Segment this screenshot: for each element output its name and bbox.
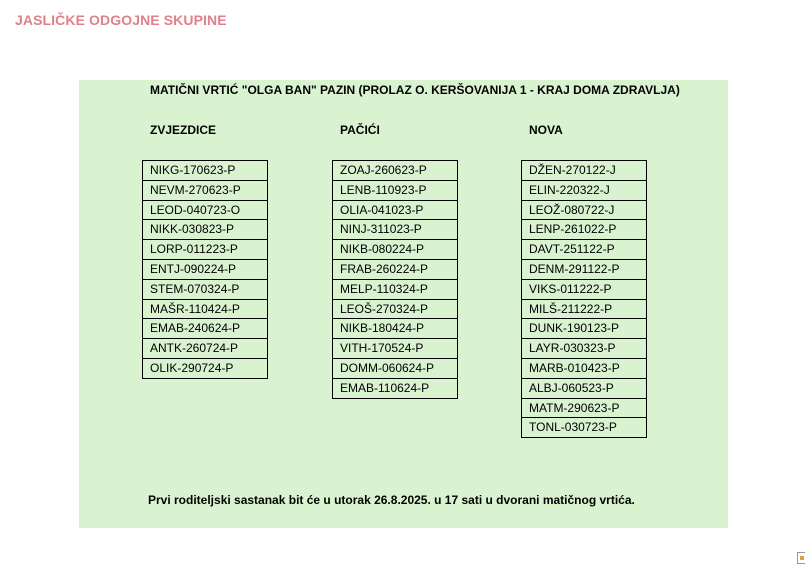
child-code-cell: LENP-261022-P <box>521 220 647 240</box>
group-header-zvjezdice: ZVJEZDICE <box>150 123 217 137</box>
child-code-cell: STEM-070324-P <box>142 280 268 300</box>
child-code-cell: ANTK-260724-P <box>142 339 268 359</box>
child-code-cell: DENM-291122-P <box>521 260 647 280</box>
meeting-note: Prvi roditeljski sastanak bit će u utorak 26.8.2025. u 17 sati u dvorani matičnog vrtića. <box>148 493 635 507</box>
group-list-pacici <box>332 160 458 399</box>
child-code-cell: DOMM-060624-P <box>332 359 458 379</box>
child-code-cell: LENB-110923-P <box>332 181 458 201</box>
child-code-cell: MAŠR-110424-P <box>142 300 268 320</box>
child-code-cell: VIKS-011222-P <box>521 280 647 300</box>
child-code-cell: FRAB-260224-P <box>332 260 458 280</box>
child-code-cell: OLIA-041023-P <box>332 201 458 221</box>
child-code-cell: DUNK-190123-P <box>521 319 647 339</box>
child-code-cell: LORP-011223-P <box>142 240 268 260</box>
child-code-cell: ZOAJ-260623-P <box>332 161 458 181</box>
corner-icon <box>797 552 805 564</box>
child-code-cell: MELP-110324-P <box>332 280 458 300</box>
child-code-cell: NEVM-270623-P <box>142 181 268 201</box>
group-header-nova: NOVA <box>529 123 563 137</box>
child-code-cell: LEOŽ-080722-J <box>521 201 647 221</box>
child-code-cell: ELIN-220322-J <box>521 181 647 201</box>
child-code-cell: EMAB-240624-P <box>142 319 268 339</box>
child-code-cell: NINJ-311023-P <box>332 220 458 240</box>
child-code-cell: DŽEN-270122-J <box>521 161 647 181</box>
child-code-cell: NIKK-030823-P <box>142 220 268 240</box>
school-title: MATIČNI VRTIĆ "OLGA BAN" PAZIN (PROLAZ O. KERŠOVANIJA 1 - KRAJ DOMA ZDRAVLJA) <box>150 83 680 97</box>
group-list-zvjezdice <box>142 160 268 379</box>
child-code-cell: NIKG-170623-P <box>142 161 268 181</box>
child-code-cell: DAVT-251122-P <box>521 240 647 260</box>
child-code-cell: OLIK-290724-P <box>142 359 268 379</box>
child-code-cell: ENTJ-090224-P <box>142 260 268 280</box>
child-code-cell: LEOD-040723-O <box>142 201 268 221</box>
child-code-cell: LEOŠ-270324-P <box>332 300 458 320</box>
child-code-cell: NIKB-180424-P <box>332 319 458 339</box>
page-heading: JASLIČKE ODGOJNE SKUPINE <box>15 12 227 28</box>
child-code-cell: EMAB-110624-P <box>332 379 458 399</box>
child-code-cell: MATM-290623-P <box>521 399 647 419</box>
child-code-cell: ALBJ-060523-P <box>521 379 647 399</box>
group-list-nova <box>521 160 647 438</box>
child-code-cell: NIKB-080224-P <box>332 240 458 260</box>
child-code-cell: LAYR-030323-P <box>521 339 647 359</box>
child-code-cell: TONL-030723-P <box>521 418 647 438</box>
child-code-cell: VITH-170524-P <box>332 339 458 359</box>
group-header-pacici: PAČIĆI <box>340 123 380 137</box>
child-code-cell: MARB-010423-P <box>521 359 647 379</box>
child-code-cell: MILŠ-211222-P <box>521 300 647 320</box>
